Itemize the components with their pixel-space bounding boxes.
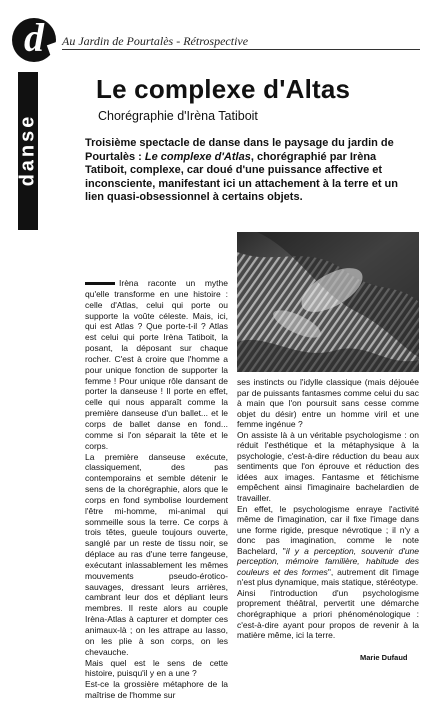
article-lead xyxy=(85,137,415,205)
paragraph: Mais quel est le sens de cette histoire, puisqu'il y en a une ? xyxy=(85,657,228,679)
header-rule xyxy=(62,49,420,50)
photo-image xyxy=(237,232,419,372)
author-signature: Marie Dufaud xyxy=(360,653,408,662)
magazine-logo xyxy=(12,15,56,62)
section-label: danse xyxy=(16,113,39,187)
paragraph xyxy=(85,278,228,452)
paragraph: ses instincts ou l'idylle classique (mais déjouée par de puissants fantasmes comme celui du sac à main que l'on poursuit sans cesse comme objet du désir) entre un homme viril et une femme ingénue ? xyxy=(237,377,419,430)
article-subtitle: Chorégraphie d'Irèna Tatiboit xyxy=(98,109,258,123)
paragraph-dash xyxy=(85,282,115,285)
lead-text-1: Troisième spectacle de danse dans le paysage du jardin de Pourtalès : xyxy=(85,137,394,163)
paragraph-text: Irèna raconte un mythe qu'elle transforme en une histoire : celle d'Atlas, celui qui porte ou supporte la voûte céleste. Mais, ici, qui est Atlas ? Que porte-t-il ? Atlas est celui qui porte Irèna Tatiboit, la posant, la déposant sur chaque rocher. C'est à croire que l'homme a pour unique fonction de supporter la femme ! Pour unique rôle dansant de porter la danseuse ! Il porte en effet, celle qui nous apparaît comme la première danseuse d'un ballet... et le corps de ballet danse en fond... comme si l'on séparait la tête et le corps. xyxy=(85,278,228,451)
article-title: Le complexe d'Altas xyxy=(96,74,351,104)
paragraph-text: ", autrement dit l'image n'est plus dynamique, mais statique, stéréotype. xyxy=(237,566,420,588)
paragraph: Est-ce la grossière métaphore de la maîtrise de l'homme sur xyxy=(85,679,228,701)
paragraph-text: En effet, le psychologisme enraye l'activité même de l'imagination, car il fixe l'image dans une forme rigide, presque névrotique ; il n'y a donc pas imagination, comme le note Bachelard, " xyxy=(237,503,419,556)
lead-work-title: Le complexe d'Atlas xyxy=(144,150,251,163)
paragraph xyxy=(237,504,419,588)
bachelard-quote: il y a perception, souvenir d'une perception, mémoire familière, habitude des couleurs et des formes xyxy=(237,545,420,577)
performance-photo xyxy=(237,232,419,372)
article-column-left xyxy=(85,278,228,701)
lead-text-2: , chorégraphié par Irèna Tatiboit, complexe, car doué d'une puissance affective et inconsciente, manifestant ici un attachement à la terre et un lien quasi-obsessionnel à certains objets. xyxy=(85,150,398,204)
section-breadcrumb: Au Jardin de Pourtalès - Rétrospective xyxy=(62,34,249,48)
article-column-right xyxy=(237,377,419,641)
paragraph: La première danseuse exécute, classiquement, des pas contemporains et semble détenir le sens de la chorégraphie, alors que le corps en fond symbolise lourdement l'être mi-homme, mi-animal qui sommeille sous la terre. Ce corps à trois têtes, gueule toujours ouverte, sanglé par un reste de tissu noir, se déplace au ras d'une terre fangeuse, exécutant inlassablement les mêmes mouvements pseudo-érotico-sauvages, dressant leurs arrières, cambrant leur dos et dépliant leurs membres. Il reste alors au couple Irèna-Atlas à capturer et dompter ces animaux-là ; on les attrape au lasso, on les plie à son corps, on les chevauche. xyxy=(85,451,228,657)
paragraph: On assiste là à un véritable psychologisme : on réduit l'esthétique et la métaphysique à la psychologie, c'est-à-dire réduction du beau aux sentiments que l'on éprouve et réduction des idées aux images. Fantasme et fétichisme empêchent ainsi l'imaginaire bachelardien de travailler. xyxy=(237,429,419,504)
paragraph: Ainsi l'introduction d'un psychologisme proprement théâtral, pervertit une démarche chorégraphique a priori phénoménologique : c'est-à-dire ayant pour propos de revenir à la matière même, ici la terre. xyxy=(237,587,419,641)
logo-letter: d xyxy=(24,15,44,60)
